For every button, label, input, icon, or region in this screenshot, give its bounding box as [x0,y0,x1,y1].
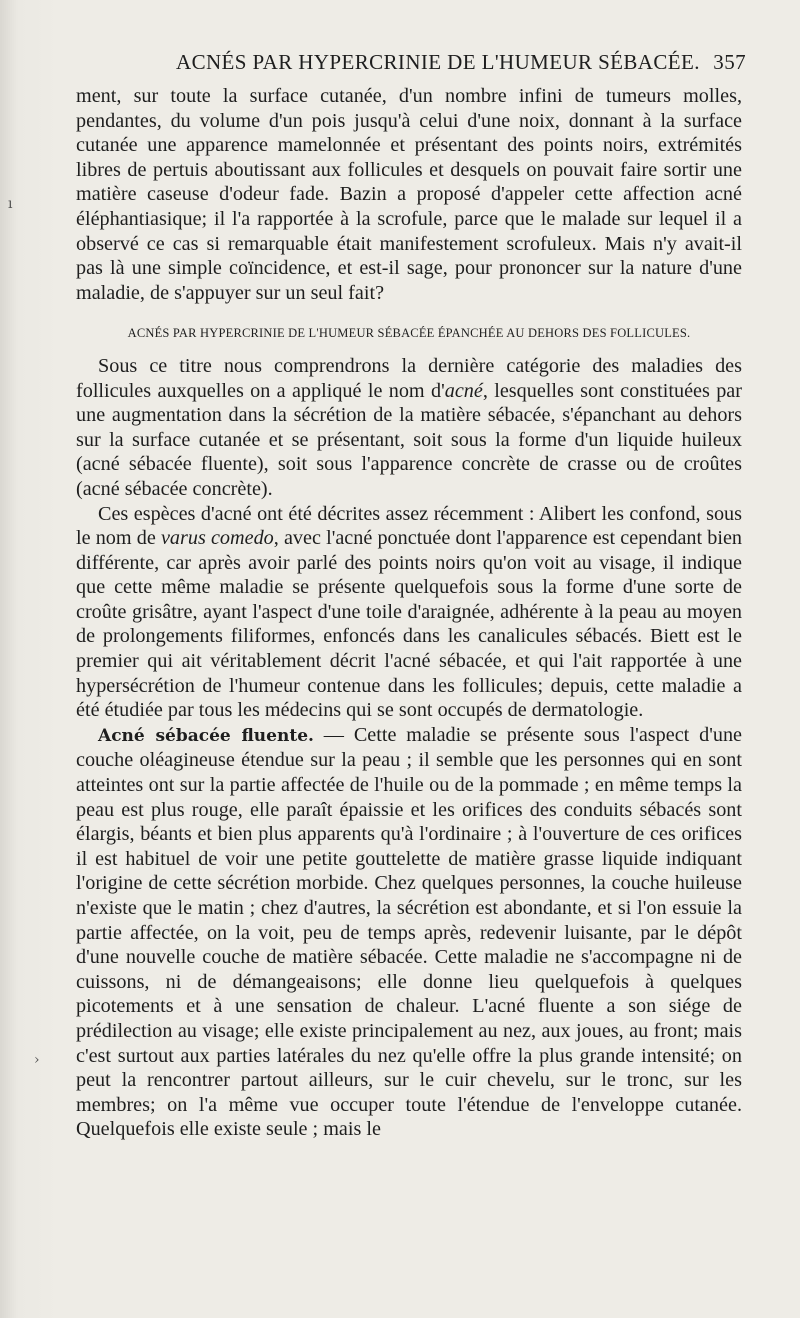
run-in-heading: Acné sébacée fluente. [98,725,314,746]
italic-term: acné [444,379,483,402]
paragraph-text: Sous ce titre nous comprendrons la dernière catégorie des maladies des follicules auxquelles on a appliqué le nom d' [76,354,742,402]
paragraph [76,354,742,502]
margin-mark: ı [8,196,13,212]
page-number: 357 [713,50,746,74]
paragraph [76,502,742,723]
body-text [76,84,742,1142]
page-header [176,50,746,75]
italic-term: varus comedo [160,527,274,550]
margin-mark: › [34,1052,40,1068]
paragraph-text: — Cette maladie se présente sous l'aspect d'une couche oléagineuse étendue sur la peau ; il semble que les personnes qui en sont atteintes ont sur la partie affectée de l'huile ou de la pommade ; en même temps la peau est plus rouge, elle paraît épaissie et les orifices des conduits sébacés sont élargis, béants et bien plus apparents qu'à l'ordinaire ; à l'ouverture de ces orifices il est habituel de voir une petite gouttelette de matière grasse liquide indiquant l'origine de cette sécrétion morbide. Chez quelques personnes, la couche huileuse n'existe que le matin ; chez d'autres, la sécrétion est abondante, et si l'on essuie la partie affectée, on la voit, peu de temps après, redevenir luisante, par le dépôt d'une nouvelle couche de matière sébacée. Cette maladie ne s'accompagne ni de cuissons, ni de démangeaisons; elle donne lieu quelquefois à quelques picotements et à une sensation de chaleur. L'acné fluente a son siége de prédilection au visage; elle existe principalement au nez, aux joues, au front; mais c'est surtout aux parties latérales du nez qu'elle offre la plus grande intensité; on peut la rencontrer partout ailleurs, sur le cuir chevelu, sur le tronc, sur les membres; on l'a même vue occuper toute l'étendue de l'enveloppe cutanée. Quelquefois elle existe seule ; mais le [76,723,742,1141]
paragraph-text: , avec l'acné ponctuée dont l'apparence est cependant bien différente, car après avoir parlé des points noirs qu'on voit au visage, il indique que cette même maladie se présente quelquefois sous la forme d'une sorte de croûte grisâtre, ayant l'aspect d'une toile d'araignée, adhérente à la peau au moyen de prolongements filiformes, enfoncés dans les canalicules sébacés. Biett est le premier qui ait véritablement décrit l'acné sébacée, et qui l'ait rapportée à une hypersécrétion de l'humeur contenue dans les follicules; depuis, cette maladie a été étudiée par tous les médecins qui se sont occupés de dermatologie. [76,527,743,722]
running-title: ACNÉS PAR HYPERCRINIE DE L'HUMEUR SÉBACÉE. [176,50,700,74]
paragraph [76,723,742,1142]
paragraph-text: Ces espèces d'acné ont été décrites assez récemment : Alibert les confond, sous le nom de [76,502,742,550]
section-heading: ACNÉS PAR HYPERCRINIE DE L'HUMEUR SÉBACÉE ÉPANCHÉE AU DEHORS DES FOLLICULES. [127,326,691,341]
paragraph-text: , lesquelles sont constituées par une augmentation dans la sécrétion de la matière sébacée, s'épanchant au dehors sur la surface cutanée et se présentant, soit sous la forme d'un liquide huileux (acné sébacée fluente), soit sous l'apparence concrète de crasse ou de croûtes (acné sébacée concrète). [76,379,742,500]
paragraph: ment, sur toute la surface cutanée, d'un nombre infini de tumeurs molles, pendantes, du volume d'un pois jusqu'à celui d'une noix, donnant à la surface cutanée une apparence mamelonnée et présentant des points noirs, extrémités libres de pertuis aboutissant aux follicules et desquels on pouvait faire sortir une matière caseuse d'odeur fade. Bazin a proposé d'appeler cette affection acné éléphantiasique; il l'a rapportée à la scrofule, parce que le malade sur lequel il a observé ce cas si remarquable était manifestement scrofuleux. Mais n'y avait-il pas là une simple coïncidence, et est-il sage, pour prononcer sur la nature d'une maladie, de s'appuyer sur un seul fait? [76,85,742,304]
